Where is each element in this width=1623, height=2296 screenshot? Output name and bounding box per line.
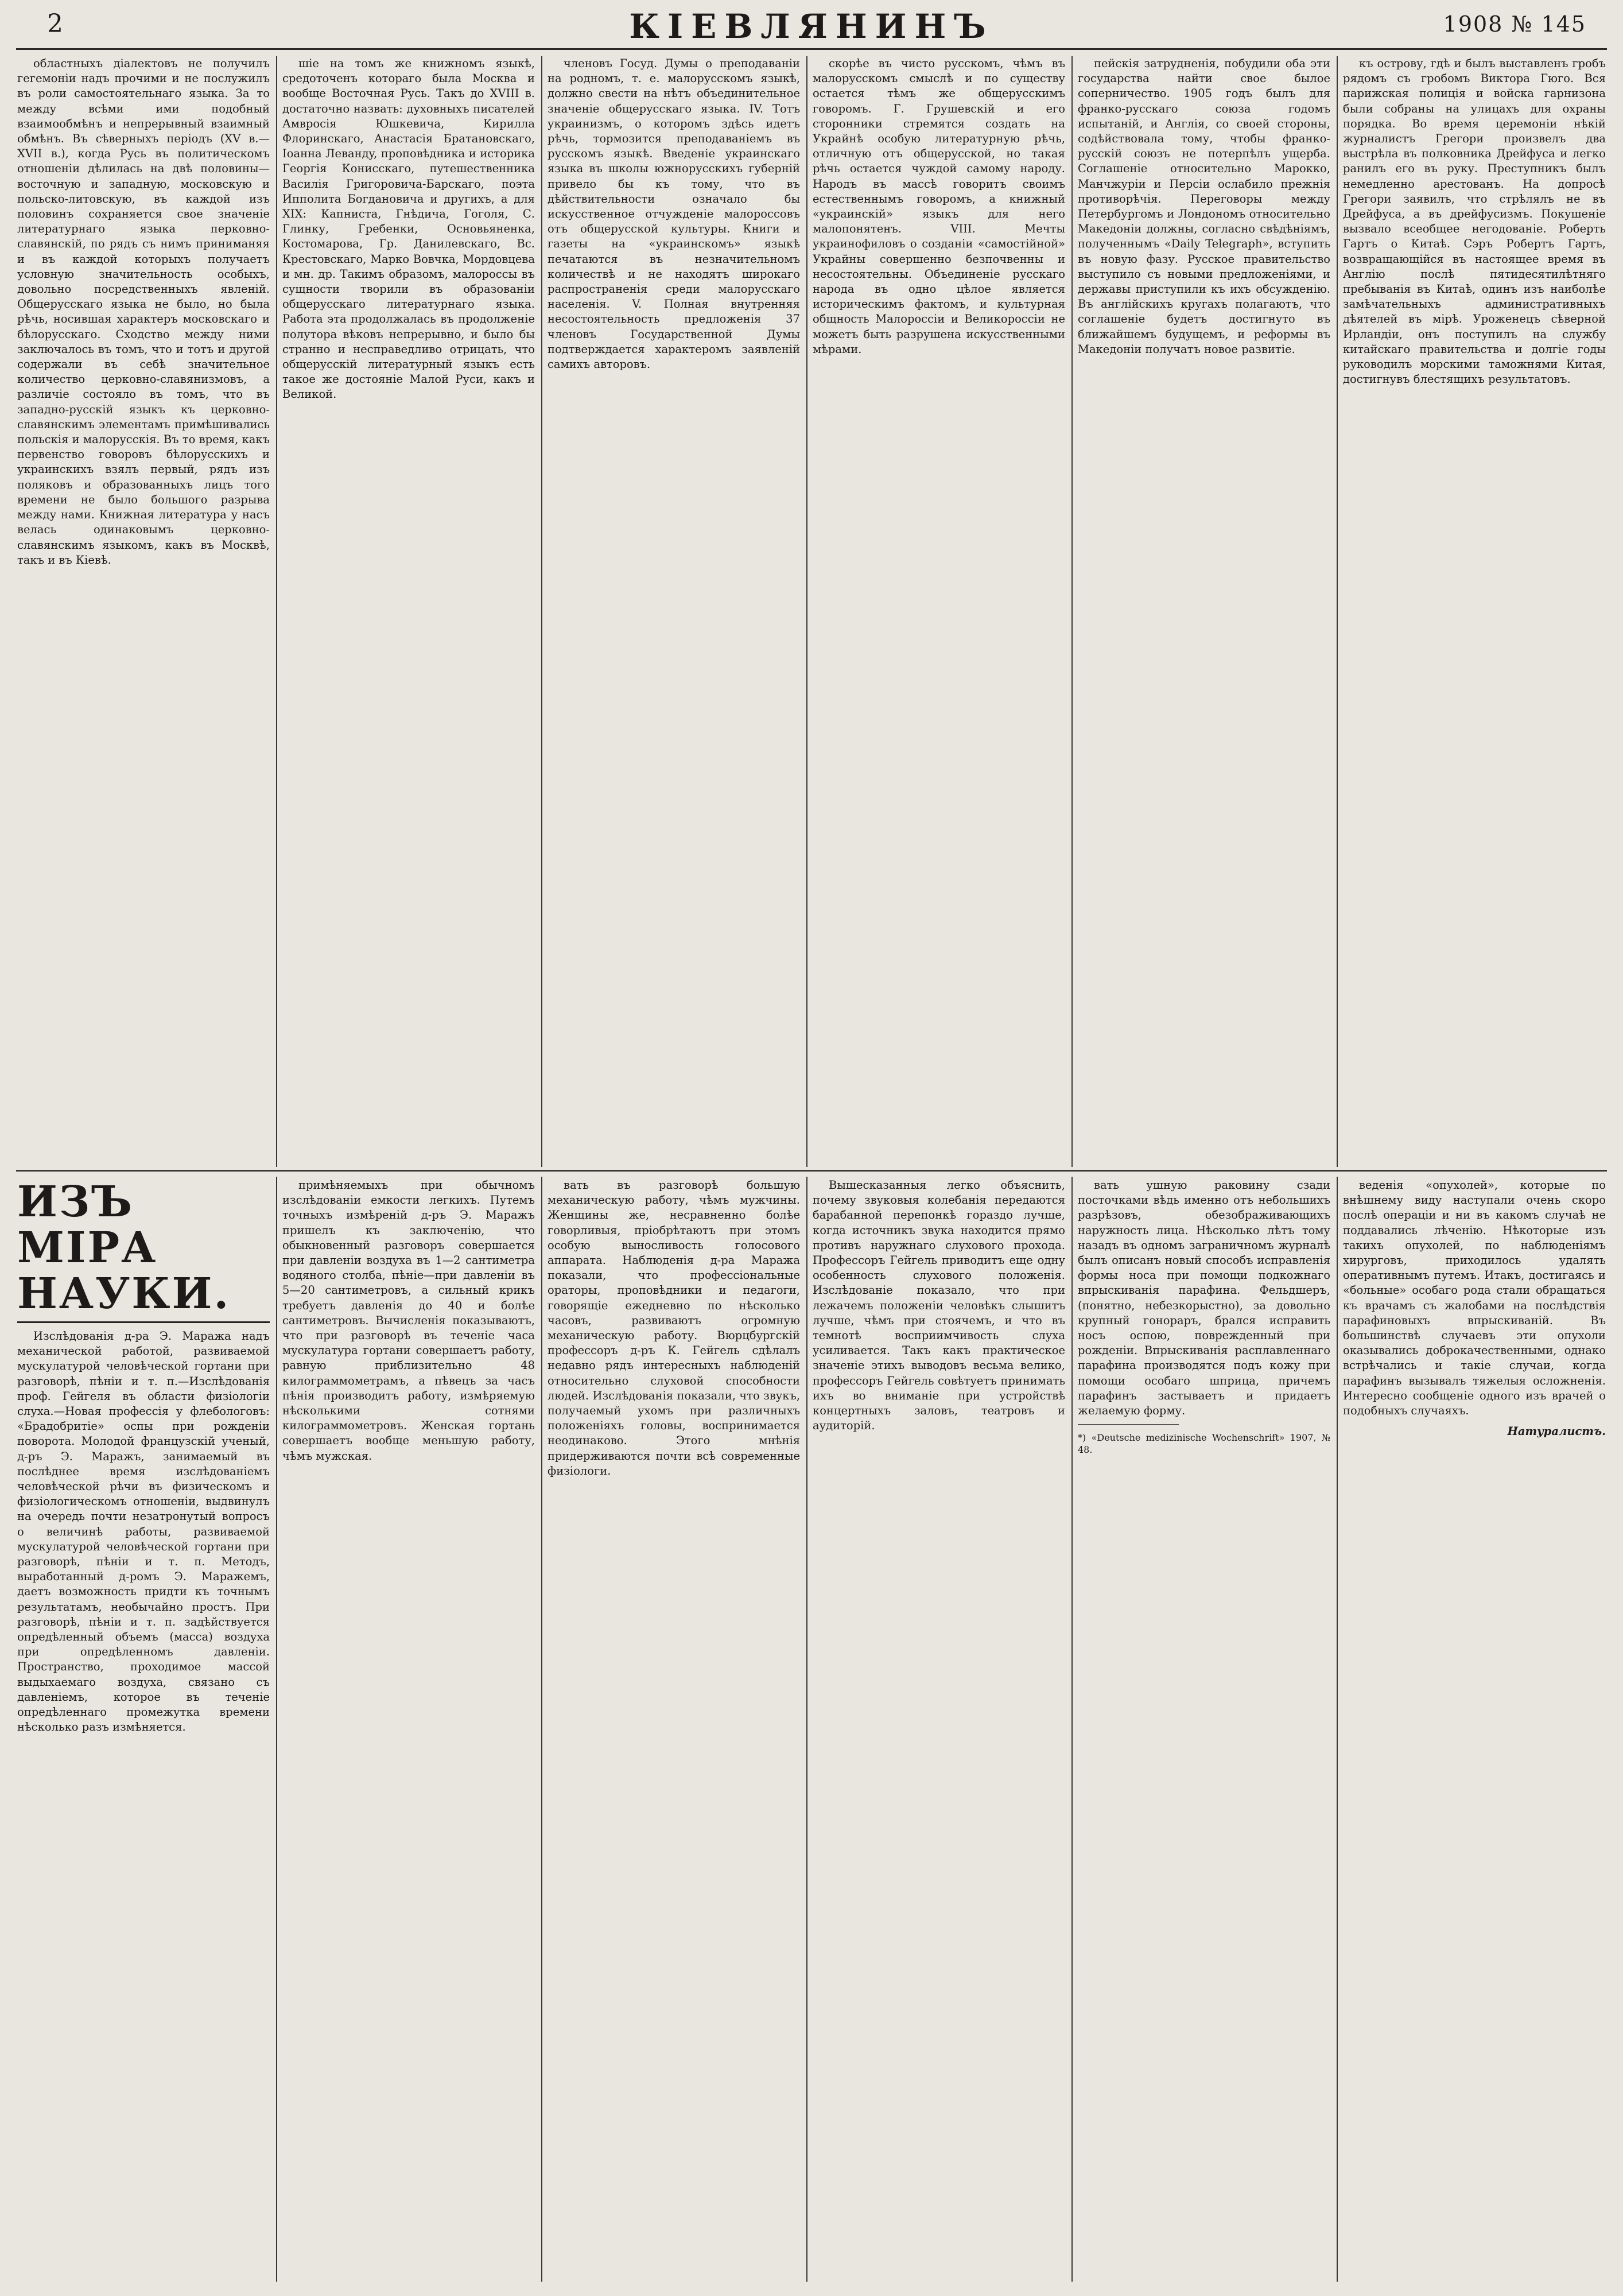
masthead-rule	[16, 48, 1607, 50]
column-divider	[1071, 1177, 1073, 2282]
column-divider	[276, 56, 277, 1167]
footnote-rule	[1078, 1424, 1179, 1425]
article-column-2: шіе на томъ же книжномъ языкѣ, средоточенъ котораго была Москва и вообще Восточная Русь. Такъ до XVIII в. достаточно назвать: духовныхъ писателей Амвросія Юшкевича, Кирилла Флоринскаго, Анастасія Братановскаго, Іоанна Левандy, проповѣдника и историка Георгія Конисскаго, путешественника Василія Григоровича-Барскаго, поэта Ипполита Богдановича и другихъ, а для XIX: Капниста, Гнѣдича, Гоголя, С. Глинку, Гребенки, Основьяненка, Костомарова, Гр. Данилевскаго, Вс. Крестовскаго, Марко Вовчка, Мордовцева и мн. др. Такимъ образомъ, малороссы въ сущности творили въ образованіи общерусскаго литературнаго языка. Работа эта продолжалась въ продолженіе полутора вѣковъ непрерывно, и было бы странно и несправедливо отрицать, что общерусскій литературный языкъ есть такое же достояніе Малой Руси, какъ и Великой.	[282, 57, 535, 401]
column-divider	[276, 1177, 277, 2282]
page-number: 2	[47, 9, 63, 38]
column-divider	[541, 56, 542, 1167]
science-column-3: вать въ разговорѣ большую механическую работу, чѣмъ мужчины. Женщины же, несравненно болѣе говорливыя, пріобрѣтаютъ при этомъ особую выносливость голосового аппарата. Наблюденія д-ра Маража показали, что профессіональные ораторы, проповѣдники и педагоги, говорящіе ежедневно по нѣсколько часовъ, развиваютъ огромную механическую работу. Вюрцбургскій профессоръ д-ръ К. Гейгель сдѣлалъ недавно рядъ интересныхъ наблюденій относительно слуховой способности людей. Изслѣдованія показали, что звукъ, получаемый ухомъ при различныхъ положеніяхъ головы, воспринимается неодинаково. Этого мнѣнія придерживаются почти всѣ современные физіологи.	[548, 1178, 800, 1477]
section-title: ИЗЪ МІРА НАУКИ.	[17, 1178, 231, 1318]
newspaper-title: КІЕВЛЯНИНЪ	[629, 7, 994, 46]
issue-number: 1908 № 145	[1443, 11, 1586, 37]
column-divider	[541, 1177, 542, 2282]
article-column-6: къ острову, гдѣ и былъ выставленъ гробъ рядомъ съ гробомъ Виктора Гюго. Вся парижская полиція и войска гарнизона были собраны на улицахъ для охраны порядка. Во время церемоніи нѣкій журналистъ Грегори произвелъ два выстрѣла въ полковника Дрейфуса и легко ранилъ его въ руку. Преступникъ былъ немедленно арестованъ. На допросѣ Грегори заявилъ, что стрѣлялъ не въ Дрейфуса, а въ дрейфусизмъ. Покушеніе вызвало всеобщее негодованіе. Роберть Гартъ о Китаѣ. Сэръ Робертъ Гартъ, возвращающійся въ настоящее время въ Англію послѣ пятидесятилѣтняго пребыванія въ Китаѣ, одинъ изъ наиболѣе замѣчательныхъ административныхъ дѣятелей въ мірѣ. Уроженецъ сѣверной Ирландіи, онъ поступилъ на службу китайскаго правительства и долгіе годы руководилъ морскими таможнями Китая, достигнувъ блестящихъ результатовъ.	[1343, 57, 1606, 386]
masthead	[14, 6, 1609, 51]
section-divider	[16, 1170, 1607, 1172]
science-column-2: примѣняемыхъ при обычномъ изслѣдованіи емкости легкихъ. Путемъ точныхъ измѣреній д-ръ Э. Маражъ пришелъ къ заключенію, что обыкновенный разговоръ совершается при давленіи воздуха въ 1—2 сантиметра водяного столба, пѣніе—при давленіи въ 5—20 сантиметровъ, а сильный крикъ требуетъ давленія до 40 и болѣе сантиметровъ. Вычисленія показываютъ, что при разговорѣ въ теченіе часа мускулатура гортани совершаетъ работу, равную приблизительно 48 килограммометрамъ, а пѣвецъ за часъ пѣнія производитъ работу, измѣряемую нѣсколькими сотнями килограммометровъ. Женская гортань совершаетъ вообще меньшую работу, чѣмъ мужская.	[282, 1178, 535, 1463]
science-column-5: вать ушную раковину сзади посточками вѣдь именно отъ небольшихъ разрѣзовъ, обезображивающихъ наружность лица. Нѣсколько лѣтъ тому назадъ въ одномъ заграничномъ журналѣ былъ описанъ новый способъ исправленія формы носа при помощи подкожнаго впрыскиванія парафина. Фельдшеръ, (понятно, небезкорыстно), за довольно крупный гонораръ, брался исправить носъ оспою, поврежденный при рожденіи. Впрыскиванія расплавленнаго парафина производятся подъ кожу при помощи особаго шприца, причемъ парафинъ застываетъ и придаетъ желаемую форму. *) «Deutsche medizinische Wochenschrift» 1907, № 48.	[1078, 1178, 1330, 1456]
title-rule	[17, 1321, 270, 1323]
column-divider	[1337, 1177, 1338, 2282]
science-column-6: веденія «опухолей», которые по внѣшнему виду наступали очень скоро послѣ операціи и ни въ какомъ случаѣ не поддавались лѣченію. Нѣкоторые изъ такихъ опухолей, по наблюденіямъ хирурговъ, приходилось удалять оперативнымъ путемъ. Итакъ, достигаясь и «больные» особаго рода стали обращаться къ врачамъ съ жалобами на послѣдствія парафиновыхъ впрыскиваній. Въ большинствѣ случаевъ эти опухоли оказывались доброкачественными, однако встрѣчались и такіе случаи, когда парафинъ вызывалъ тяжелыя осложненія. Интересно сообщеніе одного изъ врачей о подобныхъ случаяхъ. Натуралистъ.	[1343, 1178, 1606, 2280]
science-column-4: Вышесказанныя легко объяснить, почему звуковыя колебанія передаются барабанной перепонкѣ гораздо лучше, когда источникъ звука находится прямо противъ наружнаго слухового прохода. Профессоръ Гейгель приводитъ еще одну особенность слухового положенія. Изслѣдованіе показало, что при лежачемъ положеніи человѣкъ слышитъ лучше, чѣмъ при стоячемъ, и что въ темнотѣ восприимчивость слуха усиливается. Такъ какъ практическое значеніе этихъ выводовъ весьма велико, профессоръ Гейгель совѣтуетъ принимать ихъ во вниманіе при устройствѣ концертныхъ заловъ, театровъ и аудиторій.	[813, 1178, 1065, 1433]
column-divider	[806, 56, 807, 1167]
footnote: *) «Deutsche medizinische Wochenschrift» 1907, № 48.	[1078, 1432, 1330, 1456]
column-divider	[1337, 56, 1338, 1167]
column-divider	[806, 1177, 807, 2282]
article-column-5: пейскія затрудненія, побудили оба эти государства найти свое былое соперничество. 1905 годъ былъ для франко-русскаго союза годомъ испытаній, и Англія, со своей стороны, содѣйствовала тому, чтобы франко-русскій союзъ не потерпѣлъ ущерба. Соглашеніе относительно Марокко, Манчжуріи и Персіи ослабило прежнія противорѣчія. Переговоры между Петербургомъ и Лондономъ относительно Македоніи должны, согласно свѣдѣніямъ, полученнымъ «Daily Telegraph», вступить въ новую фазу. Русское правительство выступило съ новыми предложеніями, и державы приступили къ ихъ обсужденію. Въ англійскихъ кругахъ полагаютъ, что соглашеніе будетъ достигнуто въ ближайшемъ будущемъ, и реформы въ Македоніи получатъ новое развитіе.	[1078, 57, 1330, 356]
signature: Натуралистъ.	[1507, 1425, 1606, 1438]
article-column-4: скорѣе въ чисто русскомъ, чѣмъ въ малорусскомъ смыслѣ и по существу остается тѣмъ же общерусскимъ говоромъ. Г. Грушевскій и его сторонники стремятся создать на Украйнѣ особую литературную рѣчь, отличную отъ общерусской, но такая рѣчь остается чуждой самому народу. Народъ въ массѣ говоритъ своимъ естественнымъ говоромъ, а книжный «украинскій» языкъ для него малопонятенъ. VIII. Мечты украинофиловъ о созданіи «самостійной» Украйны совершенно безпочвенны и несостоятельны. Объединеніе русскаго народа въ одно цѣлое является историческимъ фактомъ, и культурная общность Малороссіи и Великороссіи не можетъ быть разрушена искусственными мѣрами.	[813, 57, 1065, 356]
science-column-1: ИЗЪ МІРА НАУКИ. Изслѣдованія д-ра Э. Маража надъ механической работой, развиваемой мускулатурой человѣческой гортани при разговорѣ, пѣніи и т. п.—Изслѣдованія проф. Гейгеля въ области физіологіи слуха.—Новая профессія у флебологовъ: «Брадобритіе» оспы при рожденіи поворота. Молодой французскій ученый, д-ръ Э. Маражъ, занимаемый въ послѣднее время изслѣдованіемъ человѣческой рѣчи въ физическомъ и физіологическомъ отношеніи, выдвинулъ на очередь почти незатронутый вопросъ о величинѣ работы, развиваемой мускулатурой человѣческой гортани при разговорѣ, пѣніи и т. п. Методъ, выработанный д-ромъ Э. Маражемъ, даетъ возможность придти къ точнымъ результатамъ, необычайно простъ. При разговорѣ, пѣніи и т. п. задѣйствуется опредѣленный объемъ (масса) воздуха при опредѣленномъ давленіи. Пространство, проходимое массой выдыхаемаго воздуха, связано съ давленіемъ, которое въ теченіе опредѣленнаго промежутка времени нѣсколько разъ измѣняется.	[17, 1178, 270, 1734]
column-divider	[1071, 56, 1073, 1167]
article-column-3: членовъ Госуд. Думы о преподаваніи на родномъ, т. е. малорусскомъ языкѣ, должно свести на нѣтъ объединительное значеніе общерусскаго языка. IV. Тотъ украинизмъ, о которомъ здѣсь идетъ рѣчь, тормозится преподаваніемъ въ русскомъ языкѣ. Введеніе украинскаго языка въ школы южнорусскихъ губерній привело бы къ тому, что въ дѣйствительности означало бы искусственное отчужденіе малороссовъ отъ общерусской культуры. Книги и газеты на «украинскомъ» языкѣ печатаются въ незначительномъ количествѣ и не находятъ широкаго распространенія среди малорусскаго населенія. V. Полная внутренняя несостоятельность предложенія 37 членовъ Государственной Думы подтверждается характеромъ заявленій самихъ авторовъ.	[548, 57, 800, 371]
article-column-1: областныхъ діалектовъ не получилъ гегемоніи надъ прочими и не послужилъ въ роли самостоятельнаго языка. За то между всѣми ими подобный взаимообмѣнъ и непрерывный взаимный обмѣнъ. Въ сѣверныхъ періодъ (XV в.—XVII в.), когда Русь въ политическомъ отношеніи дѣлилась на двѣ половины—восточную и западную, московскую и польско-литовскую, въ каждой изъ половинъ сохраняется свое значеніе литературнаго языка перковно-славянскій, по рядъ съ нимъ приниманяя и въ каждой которыхъ получаетъ условную значительность особыхъ, довольно посредственныхъ явленій. Общерусскаго языка не было, но была рѣчь, носившая характеръ московскаго и бѣлорусскаго. Сходство между ними заключалось въ томъ, что и тотъ и другой содержали въ себѣ значительное количество церковно-славянизмовъ, а различіе состояло въ томъ, что въ западно-русскій языкъ къ церковно-славянскимъ элементамъ примѣшивались польскія и малорусскія. Въ то время, какъ первенство говоровъ бѣлорусскихъ и украинскихъ взялъ первый, рядъ изъ поляковъ и образованныхъ лицъ того времени не было большого разрыва между нами. Книжная литература у насъ велась одинаковымъ церковно-славянскимъ языкомъ, какъ въ Москвѣ, такъ и въ Кіевѣ.	[17, 57, 270, 567]
